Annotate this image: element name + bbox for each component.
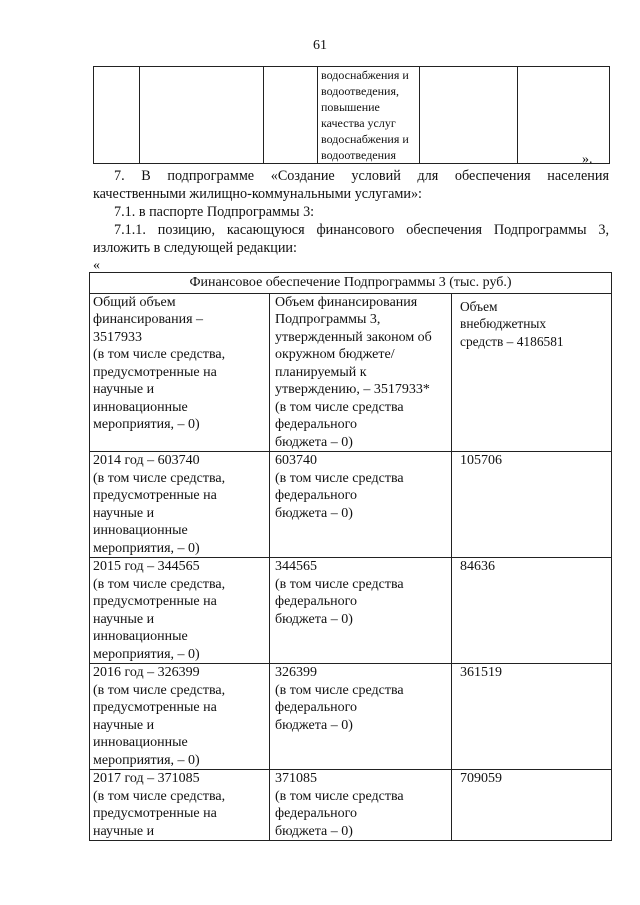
cell-text-line: научные и — [93, 611, 155, 627]
table-cell — [452, 452, 612, 558]
table-cell — [140, 67, 264, 164]
cell-text-line: (в том числе средства — [275, 470, 404, 486]
cell-text-line: предусмотренные на — [93, 364, 217, 380]
cell-text-line: внебюджетных — [460, 316, 547, 331]
table-cell — [420, 67, 518, 164]
cell-text-line: бюджета – 0) — [275, 611, 353, 627]
cell-text-line: финансирования – — [93, 312, 204, 327]
cell-text-line: инновационные — [93, 735, 188, 750]
cell-text-line: (в том числе средства — [275, 682, 404, 698]
cell-text-line: Объем финансирования — [275, 294, 418, 310]
cell-text-line: мероприятия, – 0) — [93, 540, 200, 556]
cell-text-line: водоснабжения и — [321, 68, 409, 82]
cell-text-line: Объем — [460, 298, 498, 314]
table-cell — [270, 770, 452, 841]
cell-text-line: научные и — [93, 382, 155, 397]
cell-text-line: утвержденный законом об — [275, 329, 432, 345]
cell-text-line: окружном бюджете/ — [275, 347, 395, 362]
cell-text-line: предусмотренные на — [93, 700, 217, 715]
cell-text-line: 84636 — [460, 559, 495, 574]
cell-text-line: 2017 год – 371085 — [93, 771, 200, 786]
closing-quote: ». — [582, 152, 593, 167]
table-cell — [90, 558, 270, 664]
cell-text-line: 371085 — [275, 771, 317, 786]
cell-text-line: (в том числе средства — [275, 788, 404, 804]
cell-text-line: мероприятия, – 0) — [93, 752, 200, 768]
cell-text-line: федерального — [275, 806, 358, 821]
cell-text-line: бюджета – 0) — [275, 717, 353, 733]
cell-text-line: (в том числе средства, — [93, 347, 226, 362]
paragraph-7-line-1: 7. В подпрограмме «Создание условий для обеспечения населения — [114, 168, 609, 184]
cell-text-line: бюджета – 0) — [275, 434, 353, 450]
paragraph-7-1-1-line-1: 7.1.1. позицию, касающуюся финансового обеспечения Подпрограммы 3, — [114, 222, 609, 238]
cell-text-line: (в том числе средства — [275, 576, 404, 592]
table-cell — [90, 452, 270, 558]
table-cell — [452, 664, 612, 770]
table-cell — [270, 664, 452, 770]
cell-text-line: средств – 4186581 — [460, 333, 564, 349]
cell-text-line: качества услуг — [321, 116, 396, 130]
table-row-2014 — [90, 452, 612, 558]
cell-text-line: федерального — [275, 700, 358, 715]
cell-text-line: предусмотренные на — [93, 806, 217, 821]
header-cell-budget — [270, 293, 452, 452]
cell-text-line: 603740 — [275, 453, 317, 468]
cell-text-line: бюджета – 0) — [275, 505, 353, 521]
cell-text-line: 2015 год – 344565 — [93, 559, 200, 574]
header-cell-total — [90, 293, 270, 452]
table-cell — [452, 558, 612, 664]
cell-text-line: (в том числе средства, — [93, 682, 226, 698]
continuation-table — [93, 66, 610, 164]
cell-text-line: водоснабжения и — [321, 132, 409, 146]
cell-text-line: водоотведения, — [321, 84, 399, 98]
cell-text-line: планируемый к — [275, 364, 367, 380]
cell-text-line: (в том числе средства, — [93, 788, 226, 804]
table-cell — [318, 67, 420, 164]
cell-text-line: мероприятия, – 0) — [93, 646, 200, 662]
cell-text-line: 105706 — [460, 453, 502, 468]
table-cell — [452, 770, 612, 841]
table-title-row — [90, 273, 612, 294]
cell-text-line: инновационные — [93, 523, 188, 538]
cell-text-line: предусмотренные на — [93, 488, 217, 503]
table-title: Финансовое обеспечение Подпрограммы 3 (тыс. руб.) — [90, 273, 612, 294]
cell-text-line: научные и — [93, 505, 155, 521]
table-cell — [94, 67, 140, 164]
table-row-2016 — [90, 664, 612, 770]
paragraph-7-1-1-line-2: изложить в следующей редакции: — [93, 240, 297, 256]
cell-text-line: 326399 — [275, 665, 317, 680]
table-header-row — [90, 293, 612, 452]
cell-text-line: (в том числе средства, — [93, 470, 226, 486]
cell-text-line: повышение — [321, 100, 380, 114]
table-row — [94, 67, 610, 164]
paragraph-7-1: 7.1. в паспорте Подпрограммы 3: — [114, 204, 315, 220]
table-cell — [264, 67, 318, 164]
cell-text-line: водоотведения — [321, 148, 396, 162]
table-row-2015 — [90, 558, 612, 664]
cell-text-line: инновационные — [93, 399, 188, 415]
cell-text-line: федерального — [275, 594, 358, 609]
cell-text-line: предусмотренные на — [93, 594, 217, 609]
table-cell — [90, 664, 270, 770]
cell-text-line: 3517933 — [93, 329, 142, 345]
table-row-2017 — [90, 770, 612, 841]
cell-text-line: мероприятия, – 0) — [93, 417, 200, 432]
financing-table — [89, 272, 612, 841]
cell-text-line: 361519 — [460, 665, 502, 680]
header-cell-extrabudgetary — [452, 293, 612, 452]
cell-text-line: федерального — [275, 488, 358, 503]
cell-text-line: утверждению, – 3517933* — [275, 382, 430, 397]
cell-text-line: 2016 год – 326399 — [93, 665, 200, 680]
table-cell — [90, 770, 270, 841]
cell-text-line: научные и — [93, 823, 155, 839]
cell-text-line: (в том числе средства — [275, 399, 404, 415]
cell-text-line: инновационные — [93, 629, 188, 644]
page-number: 61 — [313, 38, 327, 53]
table-cell — [270, 558, 452, 664]
paragraph-7-line-2: качественными жилищно-коммунальными услугами»: — [93, 186, 422, 202]
cell-text-line: научные и — [93, 717, 155, 733]
cell-text-line: бюджета – 0) — [275, 823, 353, 839]
cell-text-line: (в том числе средства, — [93, 576, 226, 592]
cell-text-line: 2014 год – 603740 — [93, 453, 200, 468]
table-cell — [270, 452, 452, 558]
cell-text-line: Подпрограммы 3, — [275, 312, 381, 327]
cell-text-line: 344565 — [275, 559, 317, 574]
cell-text-line: 709059 — [460, 771, 502, 786]
cell-text-line: Общий объем — [93, 294, 176, 310]
opening-quote: « — [93, 258, 100, 273]
table-cell — [518, 67, 610, 164]
cell-text-line: федерального — [275, 417, 358, 432]
